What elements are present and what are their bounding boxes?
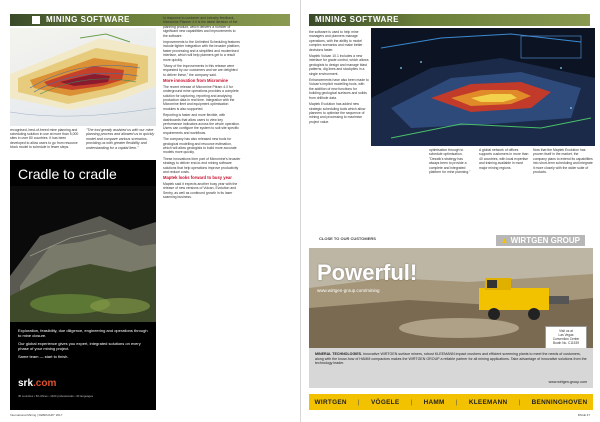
software-visualisation-image <box>371 28 595 146</box>
header-square-icon <box>32 16 40 24</box>
wirtgen-ad-body-lead: MINERAL TECHNOLOGIES. <box>315 352 363 356</box>
wirtgen-advert[interactable] <box>309 232 593 410</box>
section-header-label: MINING SOFTWARE <box>46 15 130 24</box>
wirtgen-ad-banner <box>309 232 593 248</box>
wirtgen-brand-bar <box>309 394 593 410</box>
mine-model-graphic <box>10 28 156 126</box>
srk-logo-name: srk <box>18 378 34 389</box>
wirtgen-ad-url2[interactable]: www.wirtgen-group.com <box>548 380 587 384</box>
srk-ad-text: Our global experience gives you expert, integrated solutions on every phase of your mining project. <box>18 341 141 351</box>
brand-separator: | <box>410 398 413 406</box>
page-footer-right: PAGE 37 <box>577 413 590 417</box>
paragraph: Improvements to the Unlimited Scheduling features include tighter integration with the broader platform, faster processing and a simplified and modernised interface, which will help planners get to a result more quickly. <box>163 40 241 62</box>
wirtgen-logo[interactable] <box>496 235 585 246</box>
srk-ad-text: Same team — start to finish. <box>18 354 69 359</box>
srk-ad-title: Cradle to cradle <box>18 166 117 182</box>
paragraph: the software is used to help mine managers and planners manage operations, with the ability to model complex scenarios and make better decisions faster. <box>309 30 363 52</box>
paragraph: In response to customer and industry feedback, Micromine Planner 4.0 is the latest iteration of the planning product, which delivers a number of significant new capabilities and improvements to the software. <box>163 16 238 38</box>
srk-logo[interactable] <box>18 378 56 389</box>
article-column-r3 <box>479 148 529 228</box>
event-badge <box>545 326 587 348</box>
event-badge-text: Las Vegas <box>558 333 574 337</box>
software-visualisation-graphic <box>371 28 595 146</box>
paragraph: Now that the Maptek Evolution has proven itself in the market, the company plans to extend its capabilities into short-term scheduling and integrate it more closely with the wider suite of products. <box>533 148 593 175</box>
brand-separator: | <box>455 398 458 406</box>
wirtgen-logo-mark-icon: ▲ <box>500 236 511 245</box>
paragraph: Maptek Vulcan 10.1 includes a new interface for grade control, which allows geologists to design and manage blast patterns, dig lines and stockpiles in a single environment. <box>309 54 369 76</box>
paragraph: optimisation through to schedule optimisation. "Deswik's strategy has always been to provide a complete and integrated platform for mine planning." <box>429 148 471 175</box>
paragraph: A global network of offices supports customers in more than 40 countries, with local expertise and training available in most major mining regions. <box>479 148 529 170</box>
rock-landscape-image <box>10 186 156 322</box>
paragraph: Maptek said it expects another busy year with the release of new versions of Vulcan, Evolution and Sentry, as well as continued growth in its laser scanning business. <box>163 181 238 200</box>
brand-name: WIRTGEN <box>314 398 347 406</box>
article-column-r1 <box>309 30 369 230</box>
event-badge-text: Visit us at <box>559 329 573 333</box>
article-column-1 <box>163 16 241 411</box>
subheading: More innovation from Micromine <box>163 78 228 84</box>
brand-name: BENNINGHOVEN <box>531 398 588 406</box>
srk-ad-body <box>18 328 148 362</box>
brand-name: HAMM <box>423 398 445 406</box>
section-header-left <box>10 14 290 26</box>
srk-logo-suffix: .com <box>33 378 57 389</box>
paragraph: Reporting is faster and more flexible, with dashboards that allow users to view key performance indicators across the whole operation. Users can configure the system to suit site specific requirements and workflows. <box>163 113 240 135</box>
section-header-right <box>309 14 590 26</box>
section-header-label: MINING SOFTWARE <box>315 15 399 24</box>
subheading: Maptek looks forward to busy year <box>163 175 232 181</box>
event-badge-text: Convention Center <box>552 337 580 341</box>
right-page <box>300 0 600 422</box>
pull-quote: "The tool greatly assisted us with our mine planning process and allowed us to quickly model and compare various scenarios, providing us with greater flexibility and understanding for a capital item." <box>86 128 155 150</box>
wirtgen-ad-url[interactable]: www.wirtgen-group.com/mining <box>317 288 380 293</box>
brand-name: VÖGELE <box>370 398 400 406</box>
mine-model-image <box>10 28 156 126</box>
wirtgen-ad-body-text: Innovative WIRTGEN surface miners, robust KLEEMANN impact crushers and efficient screening plants to meet the needs of customers, along with the know-how of HAMM compactors makes the WIRTGEN GROUP a reliable partner for all mining applications. Take advantage of innovative solutions from the technology leader. <box>315 352 587 366</box>
srk-ad-footer: 45 countries • 50 offices • 1400 professionals • 30 languages <box>18 394 94 398</box>
event-badge-text: Booth No. C11539 <box>553 341 579 345</box>
brand-separator: | <box>357 398 360 406</box>
wirtgen-ad-photo <box>309 248 593 348</box>
wirtgen-tagline: CLOSE TO OUR CUSTOMERS <box>319 236 376 241</box>
srk-advert[interactable] <box>10 160 156 410</box>
paragraph: Maptek Evolution has added new strategic scheduling tools which allow planners to optimise the sequence of mining and processing to maximise project value. <box>309 102 366 124</box>
brand-name: KLEEMANN <box>468 398 508 406</box>
page-footer-left: International Mining | FEBRUARY 2017 <box>10 413 63 417</box>
image-caption: recognised, best-of-breed mine planning and scheduling solution in use at more than 5,000 sites in over 80 countries. It has been developed to allow users to go from resource block model to schedule in fewer steps. <box>10 128 79 149</box>
srk-ad-text: Exploration, feasibility, due diligence, engineering and operations through to mine closure. <box>18 328 148 338</box>
paragraph: The company has also released new tools for geological modelling and resource estimation, which will allow geologists to build more accurate models more quickly. <box>163 137 237 155</box>
article-column-r2 <box>429 148 474 228</box>
paragraph: The recent release of Micromine Pitram 4.0 for underground mine operations provides a complete solution for capturing, reporting and analysing production data in real time. Integration with the Micromine fleet and equipment optimisation modules is also supported. <box>163 84 239 111</box>
paragraph: Enhancements have also been made to Vulcan's implicit modelling tools, with the addition of new functions for building geological surfaces and solids from drillhole data. <box>309 78 369 100</box>
wirtgen-ad-headline: Powerful! <box>317 260 418 285</box>
paragraph: These innovations form part of Micromine's broader strategy to deliver end-to-end mining software solutions that help operations improve productivity and reduce costs. <box>163 156 241 174</box>
article-column-r4 <box>533 148 593 228</box>
wirtgen-logo-text: WIRTGEN GROUP <box>510 236 580 245</box>
paragraph: "Many of the improvements in this release were requested by our customers and we are delighted to deliver these," the company said. <box>163 64 238 77</box>
brand-separator: | <box>518 398 521 406</box>
